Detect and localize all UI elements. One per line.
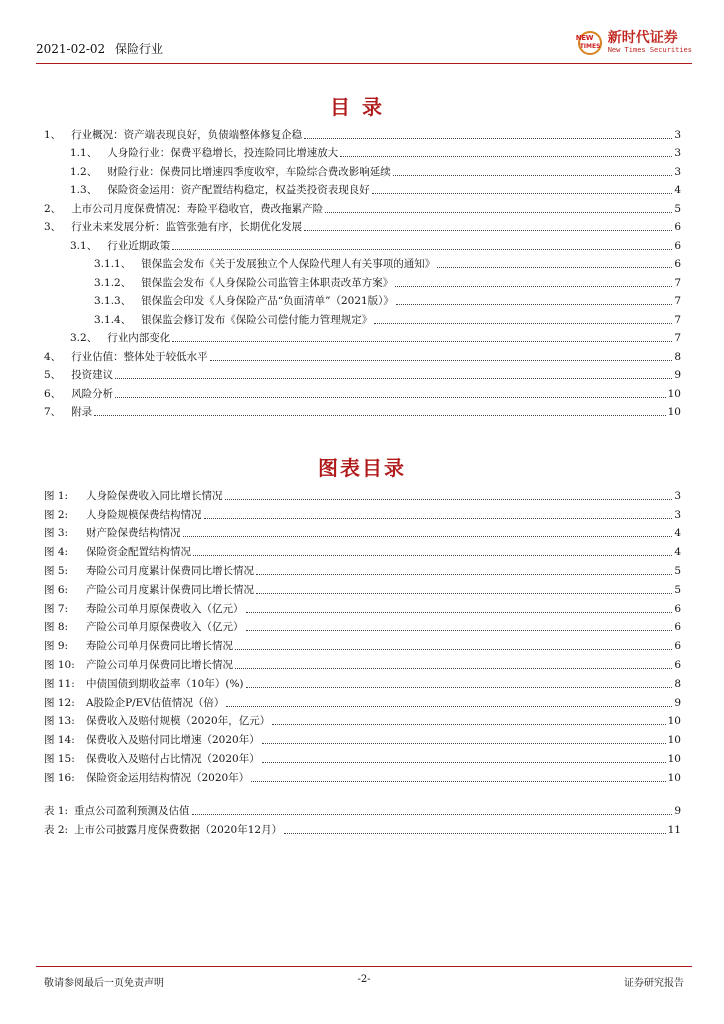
toc-entry[interactable]: [44, 253, 681, 272]
figure-entry[interactable]: [44, 710, 681, 729]
dot-leader: [210, 360, 673, 361]
toc-entry[interactable]: [44, 179, 681, 198]
entry-page-number: 6: [674, 640, 681, 653]
dot-leader: [235, 668, 672, 669]
entry-title: 上市公司披露月度保费数据（2020年12月）: [74, 823, 283, 836]
dot-leader: [325, 212, 672, 213]
dot-leader: [251, 781, 665, 782]
toc-title: 目录: [330, 95, 394, 119]
entry-number: 图 7:: [44, 602, 69, 615]
entry-number: 图 5:: [44, 564, 69, 577]
entry-title: 行业未来发展分析：监管张弛有序，长期优化发展: [71, 221, 303, 233]
entry-page-number: 10: [667, 715, 681, 728]
toc-entry[interactable]: [44, 216, 681, 235]
dot-leader: [192, 814, 673, 815]
entry-page-number: 9: [674, 696, 681, 709]
dot-leader: [235, 649, 672, 650]
entry-title: 银保监会修订发布《保险公司偿付能力管理规定》: [141, 313, 373, 326]
dot-leader: [304, 230, 672, 231]
header-meta: [36, 40, 169, 57]
dot-leader: [262, 762, 666, 763]
dot-leader: [193, 555, 672, 556]
logo-icon: NEW TIMES: [576, 30, 604, 56]
dot-leader: [372, 193, 673, 194]
report-date: 2021-02-02: [36, 42, 106, 56]
entry-number: 图 4:: [44, 546, 69, 559]
toc-entry[interactable]: [44, 160, 681, 179]
entry-number: 3.1.1、: [94, 258, 132, 270]
entry-number: 图 8:: [44, 621, 69, 634]
entry-page-number: 6: [674, 621, 681, 634]
toc-entry[interactable]: [44, 401, 681, 420]
entry-title: 行业内部变化: [107, 332, 171, 344]
dot-leader: [256, 574, 672, 575]
entry-page-number: 3: [674, 147, 681, 159]
entry-number: 图 13:: [44, 715, 75, 728]
figure-entry[interactable]: [44, 578, 681, 597]
entry-title: 行业概况：资产端表现良好，负债端整体修复企稳: [71, 128, 303, 141]
dot-leader: [393, 175, 673, 176]
logo-english-name: New Times Securities: [607, 46, 692, 54]
page-header: [36, 28, 692, 62]
entry-title: 风险分析: [71, 387, 114, 400]
entry-number: 图 9:: [44, 640, 69, 653]
dot-leader: [246, 630, 673, 631]
entry-title: 上市公司月度保费情况：寿险平稳收官，费改拖累产险: [71, 202, 324, 215]
entry-number: 图 11:: [44, 677, 75, 690]
figure-entry[interactable]: [44, 672, 681, 691]
entry-page-number: 3: [674, 508, 681, 521]
entry-page-number: 3: [674, 165, 681, 178]
figure-entry[interactable]: [44, 597, 681, 616]
entry-title: 寿险公司单月保费同比增长情况: [86, 640, 233, 653]
entry-page-number: 4: [674, 527, 681, 540]
figure-entry[interactable]: [44, 691, 681, 710]
entry-title: 银保监会印发《人身保险产品“负面清单”（2021版）》: [141, 295, 394, 307]
figure-entry[interactable]: [44, 616, 681, 635]
entry-page-number: 4: [674, 184, 681, 196]
table-entry[interactable]: [44, 818, 681, 837]
entry-number: 3.1.3、: [94, 295, 132, 307]
dot-leader: [115, 397, 665, 398]
entry-number: 3.1.4、: [94, 313, 132, 326]
industry-label: 保险行业: [115, 42, 164, 56]
entry-title: A股险企P/EV估值情况（倍）: [86, 696, 225, 709]
report-type: 证券研究报告: [624, 978, 684, 989]
entry-number: 5、: [44, 369, 62, 381]
figure-entry[interactable]: [44, 634, 681, 653]
entry-number: 7、: [44, 406, 62, 418]
dot-leader: [183, 536, 673, 537]
dot-leader: [172, 249, 672, 250]
dot-leader: [340, 156, 672, 157]
entry-number: 图 12:: [44, 696, 75, 709]
entry-number: 图 15:: [44, 752, 75, 765]
dot-leader: [262, 743, 666, 744]
dot-leader: [256, 593, 672, 594]
entry-page-number: 3: [674, 489, 681, 502]
entry-number: 6、: [44, 387, 62, 400]
figure-entry[interactable]: [44, 728, 681, 747]
entry-number: 图 16:: [44, 771, 75, 784]
entry-title: 寿险公司月度累计保费同比增长情况: [86, 564, 254, 577]
toc-entry[interactable]: [44, 327, 681, 346]
entry-number: 4、: [44, 350, 62, 363]
entry-number: 1.3、: [70, 184, 98, 196]
entry-number: 2、: [44, 202, 62, 215]
figure-entry[interactable]: [44, 747, 681, 766]
dot-leader: [304, 138, 672, 139]
entry-title: 银保监会发布《人身保险公司监管主体职责改革方案》: [141, 276, 394, 289]
entry-number: 1.1、: [70, 147, 98, 159]
entry-number: 表 2:: [44, 823, 69, 836]
entry-page-number: 11: [667, 823, 681, 836]
entry-number: 图 1:: [44, 489, 69, 502]
entry-title: 保费收入及赔付同比增速（2020年）: [86, 734, 260, 747]
dot-leader: [272, 724, 665, 725]
entry-page-number: 5: [674, 564, 681, 577]
figure-entry[interactable]: [44, 484, 681, 503]
dot-leader: [374, 323, 672, 324]
entry-page-number: 4: [674, 546, 681, 559]
entry-title: 保险资金运用：资产配置结构稳定，权益类投资表现良好: [107, 184, 370, 196]
entry-page-number: 7: [674, 332, 681, 344]
entry-page-number: 8: [674, 677, 681, 690]
entry-page-number: 6: [674, 658, 681, 671]
dot-leader: [395, 286, 672, 287]
entry-title: 财险行业：保费同比增速四季度收窄，车险综合费改影响延续: [107, 165, 391, 178]
entry-title: 保费收入及赔付规模（2020年，亿元）: [86, 715, 271, 728]
entry-page-number: 5: [674, 202, 681, 215]
dot-leader: [94, 415, 665, 416]
entry-page-number: 10: [667, 387, 681, 400]
entry-title: 寿险公司单月原保费收入（亿元）: [86, 602, 244, 615]
entry-number: 1、: [44, 128, 62, 141]
entry-number: 3、: [44, 221, 62, 233]
figures-title: 图表目录: [318, 456, 406, 480]
entry-page-number: 6: [674, 602, 681, 615]
dot-leader: [396, 304, 672, 305]
entry-number: 图 3:: [44, 527, 69, 540]
figure-entry[interactable]: [44, 503, 681, 522]
entry-number: 图 2:: [44, 508, 69, 521]
entry-title: 保险资金配置结构情况: [86, 546, 191, 559]
figure-entry[interactable]: [44, 766, 681, 785]
dot-leader: [115, 378, 672, 379]
entry-title: 保险资金运用结构情况（2020年）: [86, 771, 250, 784]
entry-title: 人身险行业：保费平稳增长，投连险同比增速放大: [107, 147, 339, 159]
dot-leader: [437, 267, 672, 268]
dot-leader: [284, 833, 666, 834]
entry-page-number: 7: [674, 276, 681, 289]
entry-page-number: 7: [674, 313, 681, 326]
toc-list: [44, 123, 681, 419]
footer-divider: [36, 966, 692, 967]
entry-number: 图 10:: [44, 658, 75, 671]
entry-number: 图 6:: [44, 583, 69, 596]
entry-page-number: 5: [674, 583, 681, 596]
entry-title: 人身险规模保费结构情况: [86, 508, 202, 521]
entry-title: 中债国债到期收益率（10年）(%): [86, 677, 244, 690]
toc-entry[interactable]: [44, 290, 681, 309]
entry-title: 保费收入及赔付占比情况（2020年）: [86, 752, 260, 765]
entry-number: 1.2、: [70, 165, 98, 178]
entry-title: 附录: [71, 406, 93, 418]
entry-page-number: 9: [674, 369, 681, 381]
disclaimer-note: 敬请参阅最后一页免责声明: [44, 978, 164, 989]
entry-page-number: 10: [667, 752, 681, 765]
entry-title: 财产险保费结构情况: [86, 527, 181, 540]
figure-entry[interactable]: [44, 653, 681, 672]
entry-title: 产险公司单月原保费收入（亿元）: [86, 621, 244, 634]
toc-entry[interactable]: [44, 123, 681, 142]
header-divider: [36, 63, 692, 64]
company-logo: [576, 28, 692, 58]
table-entry[interactable]: [44, 799, 681, 818]
entry-page-number: 7: [674, 295, 681, 307]
toc-entry[interactable]: [44, 234, 681, 253]
entry-title: 行业估值：整体处于较低水平: [71, 350, 208, 363]
dot-leader: [246, 687, 673, 688]
entry-number: 表 1:: [44, 804, 69, 817]
entry-title: 行业近期政策: [107, 239, 171, 252]
dot-leader: [246, 612, 673, 613]
toc-entry[interactable]: [44, 142, 681, 161]
toc-entry[interactable]: [44, 308, 681, 327]
toc-entry[interactable]: [44, 197, 681, 216]
dot-leader: [204, 518, 673, 519]
entry-number: 图 14:: [44, 734, 75, 747]
figure-entry[interactable]: [44, 559, 681, 578]
entry-page-number: 10: [667, 406, 681, 418]
entry-page-number: 9: [674, 804, 681, 817]
entry-title: 银保监会发布《关于发展独立个人保险代理人有关事项的通知》: [141, 258, 436, 270]
figure-entry[interactable]: [44, 540, 681, 559]
toc-entry[interactable]: [44, 345, 681, 364]
entry-title: 产险公司单月保费同比增长情况: [86, 658, 233, 671]
entry-page-number: 6: [674, 258, 681, 270]
figures-list: [44, 484, 681, 785]
page-number: -2-: [357, 974, 371, 985]
dot-leader: [226, 706, 672, 707]
figure-entry[interactable]: [44, 522, 681, 541]
tables-list: [44, 799, 681, 837]
entry-title: 重点公司盈利预测及估值: [74, 804, 190, 817]
entry-number: 3.1、: [70, 239, 98, 252]
entry-title: 人身险保费收入同比增长情况: [86, 489, 223, 502]
toc-entry[interactable]: [44, 271, 681, 290]
entry-page-number: 3: [674, 128, 681, 141]
entry-page-number: 8: [674, 350, 681, 363]
entry-page-number: 10: [667, 734, 681, 747]
entry-title: 产险公司月度累计保费同比增长情况: [86, 583, 254, 596]
entry-title: 投资建议: [71, 369, 114, 381]
dot-leader: [225, 499, 673, 500]
logo-chinese-name: 新时代证券: [607, 30, 678, 46]
entry-page-number: 6: [674, 239, 681, 252]
dot-leader: [172, 341, 672, 342]
toc-entry[interactable]: [44, 364, 681, 383]
toc-entry[interactable]: [44, 382, 681, 401]
entry-number: 3.1.2、: [94, 276, 132, 289]
entry-number: 3.2、: [70, 332, 98, 344]
entry-page-number: 10: [667, 771, 681, 784]
entry-page-number: 6: [674, 221, 681, 233]
